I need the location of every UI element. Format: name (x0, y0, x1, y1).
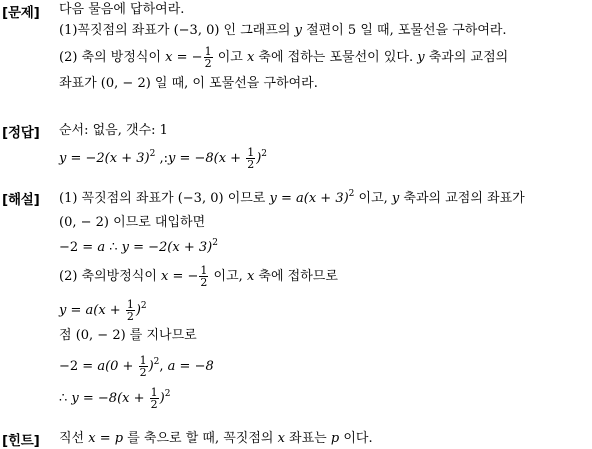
explanation-label: [해설] (2, 192, 40, 208)
explanation-line-3: −2 = a ∴ $y = -2(x + 3)^2$ (59, 238, 218, 255)
explanation-line-8: ∴ y = −8(x + $\frac{1}{2}$ )$^2$ (59, 386, 171, 411)
explanation-line-6: 점 (0, − 2) 를 지나므로 (59, 328, 197, 343)
explanation-line-7: −2 = a(0 + $\frac{1}{2}$ )$^2$, a = −8 (59, 354, 214, 379)
explanation-line-5: y = a(x + $\frac{1}{2}$ )$^2$ (59, 298, 147, 323)
hint-text: 직선 x = p 를 축으로 할 때, 꼭짓점의 x 좌표는 p 이다. (59, 431, 373, 446)
hint-label: [힌트] (2, 433, 40, 449)
problem-intro: 다음 물음에 답하여라. (59, 2, 185, 17)
problem-label: [문제] (2, 5, 40, 21)
answer-label: [정답] (2, 125, 40, 141)
fraction: $\frac{1}{2}$ (247, 146, 255, 171)
explanation-line-1: (1) 꼭짓점의 좌표가 (−3, 0) 이므로 $y = a(x + 3)^2$ 이고, y 축과의 교점의 좌표가 (59, 189, 525, 206)
fraction: $\frac{1}{2}$ (150, 386, 158, 411)
answer-equations: $y = -2(x + 3)^2$ ,:y = −8(x + $\frac{1}{2}$ )$^2$ (59, 146, 268, 171)
explanation-line-4: (2) 축의방정식이 x = − $\frac{1}{2}$ 이고, x 축에 접하므로 (59, 264, 338, 289)
fraction: $\frac{1}{2}$ (204, 45, 212, 70)
fraction: $\frac{1}{2}$ (200, 264, 208, 289)
fraction: $\frac{1}{2}$ (139, 354, 147, 379)
answer-order-line: 순서: 없음, 갯수: 1 (59, 123, 168, 138)
fraction: $\frac{1}{2}$ (126, 298, 134, 323)
problem-q2-line2: 좌표가 (0, − 2) 일 때, 이 포물선을 구하여라. (59, 76, 318, 91)
problem-q2: (2) 축의 방정식이 x = − $\frac{1}{2}$ 이고 x 축에 접하는 포물선이 있다. y 축과의 교점의 (59, 45, 509, 70)
problem-q1: (1)꼭짓점의 좌표가 (−3, 0) 인 그래프의 y 절편이 5 일 때, 포물선을 구하여라. (59, 23, 507, 38)
explanation-line-2: (0, − 2) 이므로 대입하면 (59, 215, 206, 230)
